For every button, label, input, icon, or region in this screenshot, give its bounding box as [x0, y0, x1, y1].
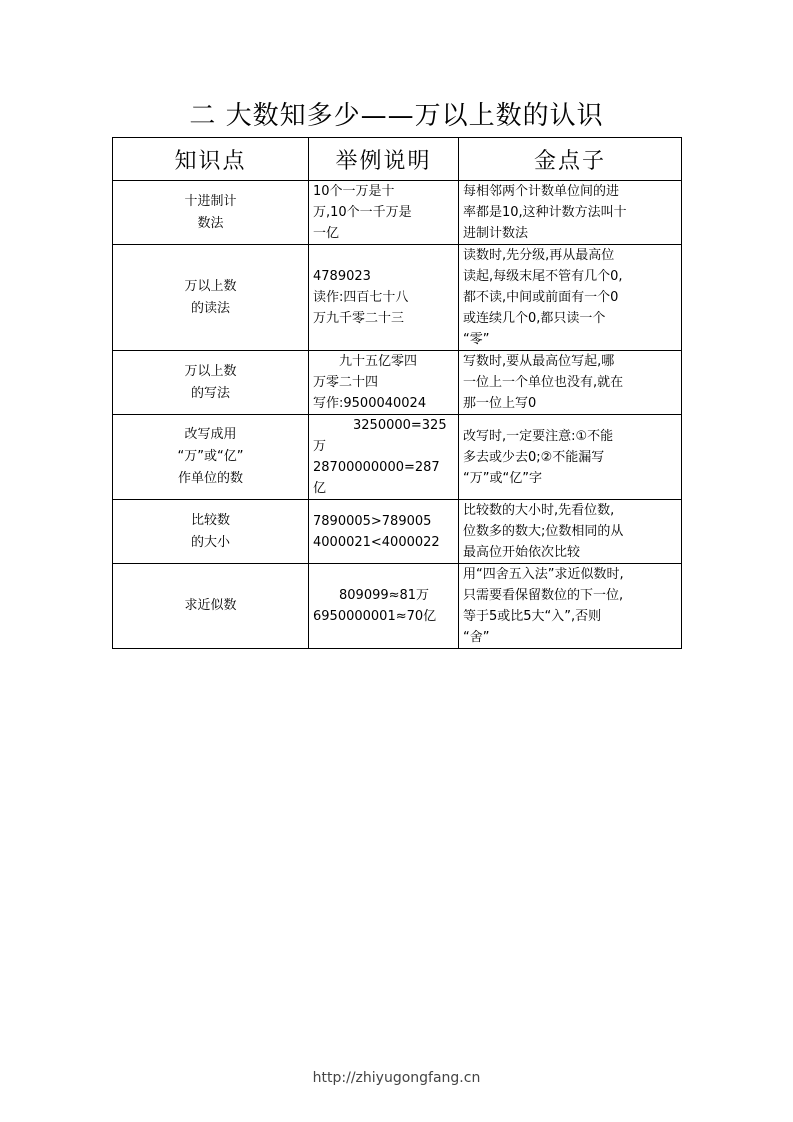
tip-line: 那一位上写0 [463, 396, 537, 411]
tip-cell [459, 351, 682, 415]
example-line: 3250000=325 [353, 418, 447, 433]
table-header-row [113, 138, 682, 181]
tip-line: 位数多的数大;位数相同的从 [463, 524, 624, 539]
tip-line: 一位上一个单位也没有,就在 [463, 375, 624, 390]
topic-cell [113, 415, 309, 500]
tip-line: 写数时,要从最高位写起,哪 [463, 354, 615, 369]
example-line: 万 [313, 439, 327, 454]
tip-line: “舍” [463, 630, 490, 645]
tip-cell [459, 245, 682, 351]
topic-cell [113, 500, 309, 564]
example-line: 4000021<4000022 [313, 534, 440, 550]
tip-line: 读数时,先分级,再从最高位 [463, 248, 615, 263]
footer-url: http://zhiyugongfang.cn [312, 1070, 481, 1086]
tip-line: 读起,每级末尾不管有几个0, [463, 269, 623, 284]
example-line: 万九千零二十三 [313, 311, 405, 326]
tip-line: 改写时,一定要注意:①不能 [463, 428, 614, 444]
tip-cell [459, 500, 682, 564]
tip-line: 最高位开始依次比较 [463, 545, 581, 560]
example-line: 6950000001≈70亿 [313, 609, 437, 624]
header-example: 举例说明 [309, 138, 459, 181]
header-knowledge-point: 知识点 [113, 138, 309, 181]
table-row [113, 564, 682, 649]
example-line: 九十五亿零四 [339, 354, 418, 369]
table-row [113, 181, 682, 245]
topic-line: 十进制计 [184, 193, 237, 209]
topic-line: 的写法 [190, 385, 230, 401]
tip-line: 率都是10,这种计数方法叫十 [463, 205, 627, 220]
example-line: 10个一万是十 [313, 184, 395, 199]
topic-line: 改写成用 [184, 427, 237, 442]
tip-line: 每相邻两个计数单位间的进 [463, 184, 620, 199]
example-cell [309, 245, 459, 351]
example-line: 万零二十四 [313, 375, 379, 390]
topic-cell [113, 181, 309, 245]
topic-cell [113, 564, 309, 649]
tip-line: 都不读,中间或前面有一个0 [463, 290, 619, 305]
table-row [113, 351, 682, 415]
example-line: 7890005>789005 [313, 513, 432, 529]
topic-line: 万以上数 [184, 363, 237, 379]
table-row [113, 245, 682, 351]
tip-line: 等于5或比5大“入”,否则 [463, 609, 602, 624]
topic-line: “万”或“亿” [177, 449, 244, 464]
tip-line: 进制计数法 [463, 226, 529, 241]
example-cell [309, 564, 459, 649]
example-line: 写作:9500040024 [313, 396, 427, 411]
tip-cell [459, 181, 682, 245]
topic-line: 作单位的数 [177, 471, 243, 486]
page-title: 二 大数知多少——万以上数的认识 [189, 101, 604, 131]
tip-line: 只需要看保留数位的下一位, [463, 588, 624, 603]
topic-line: 数法 [197, 215, 224, 231]
table-row [113, 415, 682, 500]
tip-line: “零” [463, 332, 490, 347]
example-line: 亿 [313, 481, 327, 496]
tip-line: 用“四舍五入法”求近似数时, [463, 567, 624, 582]
tip-cell [459, 415, 682, 500]
topic-cell [113, 245, 309, 351]
example-cell [309, 415, 459, 500]
example-cell [309, 500, 459, 564]
header-tips: 金点子 [459, 138, 682, 181]
example-cell [309, 351, 459, 415]
example-line: 809099≈81万 [339, 588, 430, 603]
tip-cell [459, 564, 682, 649]
topic-line: 的大小 [190, 534, 230, 550]
table-row [113, 500, 682, 564]
example-line: 万,10个一千万是 [313, 205, 412, 220]
topic-cell [113, 351, 309, 415]
knowledge-table [112, 137, 682, 649]
tip-line: 比较数的大小时,先看位数, [463, 503, 615, 518]
topic-line: 万以上数 [184, 278, 237, 294]
topic-line: 求近似数 [184, 598, 237, 613]
example-line: 4789023 [313, 269, 371, 284]
example-cell [309, 181, 459, 245]
tip-line: 多去或少去0;②不能漏写 [463, 449, 605, 465]
topic-line: 的读法 [190, 300, 230, 316]
example-line: 读作:四百七十八 [313, 290, 409, 305]
tip-line: 或连续几个0,都只读一个 [463, 311, 606, 326]
tip-line: “万”或“亿”字 [463, 470, 542, 486]
example-line: 28700000000=287 [313, 460, 440, 475]
example-line: 一亿 [313, 226, 340, 241]
topic-line: 比较数 [190, 512, 230, 528]
